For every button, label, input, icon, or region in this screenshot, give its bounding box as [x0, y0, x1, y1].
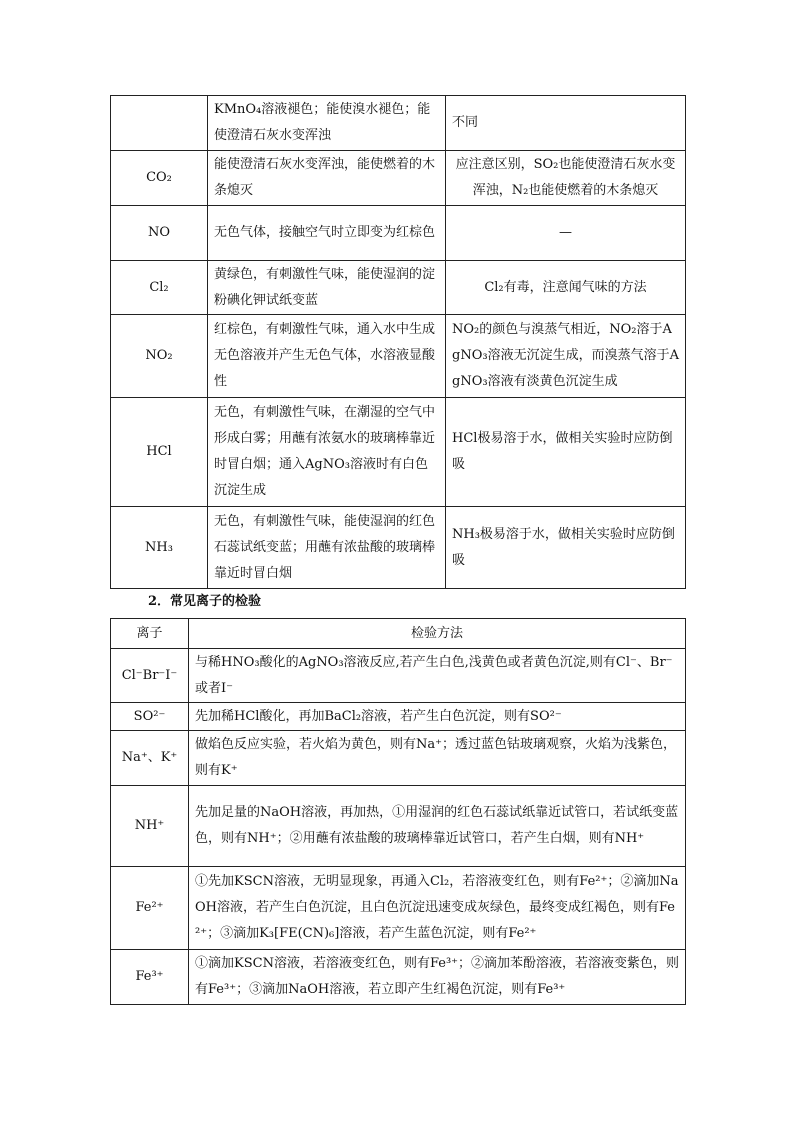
gas-note: 不同 — [446, 96, 686, 151]
table-row — [111, 649, 686, 703]
ion-name: NH⁺ — [111, 786, 189, 867]
ion-method: ①滴加KSCN溶液，若溶液变红色，则有Fe³⁺；②滴加苯酚溶液，若溶液变紫色，则有Fe³⁺；③滴加NaOH溶液，若立即产生红褐色沉淀，则有Fe³⁺ — [189, 950, 686, 1005]
gas-name — [111, 96, 208, 151]
gas-name: Cl₂ — [111, 261, 208, 315]
gas-note: NO₂的颜色与溴蒸气相近，NO₂溶于AgNO₃溶液无沉淀生成，而溴蒸气溶于AgNO₃溶液有淡黄色沉淀生成 — [446, 315, 686, 398]
gas-name: NH₃ — [111, 507, 208, 589]
table-row — [111, 703, 686, 731]
gas-name: NO₂ — [111, 315, 208, 398]
gas-note: — — [446, 206, 686, 261]
ion-detection-table — [110, 618, 686, 1005]
ion-method: 与稀HNO₃酸化的AgNO₃溶液反应,若产生白色,浅黄色或者黄色沉淀,则有Cl⁻、Br⁻或者I⁻ — [189, 649, 686, 703]
table-row — [111, 96, 686, 151]
table-header-row — [111, 619, 686, 649]
ion-name: Cl⁻Br⁻I⁻ — [111, 649, 189, 703]
column-header-ion: 离子 — [111, 619, 189, 649]
ion-name: Fe³⁺ — [111, 950, 189, 1005]
gas-note: HCl极易溶于水，做相关实验时应防倒吸 — [446, 398, 686, 507]
table-row — [111, 731, 686, 786]
gas-properties: 无色气体，接触空气时立即变为红棕色 — [208, 206, 446, 261]
section-heading: 2．常见离子的检验 — [148, 594, 262, 609]
gas-note: NH₃极易溶于水，做相关实验时应防倒吸 — [446, 507, 686, 589]
gas-name: NO — [111, 206, 208, 261]
gas-properties: 无色，有刺激性气味，能使湿润的红色石蕊试纸变蓝；用蘸有浓盐酸的玻璃棒靠近时冒白烟 — [208, 507, 446, 589]
table-row — [111, 867, 686, 950]
ion-method: 做焰色反应实验，若火焰为黄色，则有Na⁺；透过蓝色钴玻璃观察，火焰为浅紫色，则有K⁺ — [189, 731, 686, 786]
gas-properties: 能使澄清石灰水变浑浊，能使燃着的木条熄灭 — [208, 151, 446, 206]
gas-note: 应注意区别，SO₂也能使澄清石灰水变浑浊，N₂也能使燃着的木条熄灭 — [446, 151, 686, 206]
table-row — [111, 950, 686, 1005]
gas-properties: 红棕色，有刺激性气味，通入水中生成无色溶液并产生无色气体，水溶液显酸性 — [208, 315, 446, 398]
gas-detection-table — [110, 95, 686, 589]
ion-method: 先加稀HCl酸化，再加BaCl₂溶液，若产生白色沉淀，则有SO²⁻ — [189, 703, 686, 731]
table-row — [111, 206, 686, 261]
gas-note: Cl₂有毒，注意闻气味的方法 — [446, 261, 686, 315]
gas-name: CO₂ — [111, 151, 208, 206]
table-row — [111, 398, 686, 507]
ion-name: Na⁺、K⁺ — [111, 731, 189, 786]
table-row — [111, 151, 686, 206]
table-row — [111, 261, 686, 315]
gas-properties: KMnO₄溶液褪色；能使溴水褪色；能使澄清石灰水变浑浊 — [208, 96, 446, 151]
gas-properties: 黄绿色，有刺激性气味，能使湿润的淀粉碘化钾试纸变蓝 — [208, 261, 446, 315]
table-row — [111, 507, 686, 589]
ion-name: SO²⁻ — [111, 703, 189, 731]
gas-properties: 无色，有刺激性气味，在潮湿的空气中形成白雾；用蘸有浓氨水的玻璃棒靠近时冒白烟；通入AgNO₃溶液时有白色沉淀生成 — [208, 398, 446, 507]
table-row — [111, 786, 686, 867]
table-row — [111, 315, 686, 398]
gas-name: HCl — [111, 398, 208, 507]
ion-method: ①先加KSCN溶液，无明显现象，再通入Cl₂，若溶液变红色，则有Fe²⁺；②滴加NaOH溶液，若产生白色沉淀，且白色沉淀迅速变成灰绿色，最终变成红褐色，则有Fe²⁺；③滴加K₃[FE(CN)₆]溶液，若产生蓝色沉淀，则有Fe²⁺ — [189, 867, 686, 950]
column-header-method: 检验方法 — [189, 619, 686, 649]
ion-name: Fe²⁺ — [111, 867, 189, 950]
ion-method: 先加足量的NaOH溶液，再加热，①用湿润的红色石蕊试纸靠近试管口，若试纸变蓝色，则有NH⁺；②用蘸有浓盐酸的玻璃棒靠近试管口，若产生白烟，则有NH⁺ — [189, 786, 686, 867]
